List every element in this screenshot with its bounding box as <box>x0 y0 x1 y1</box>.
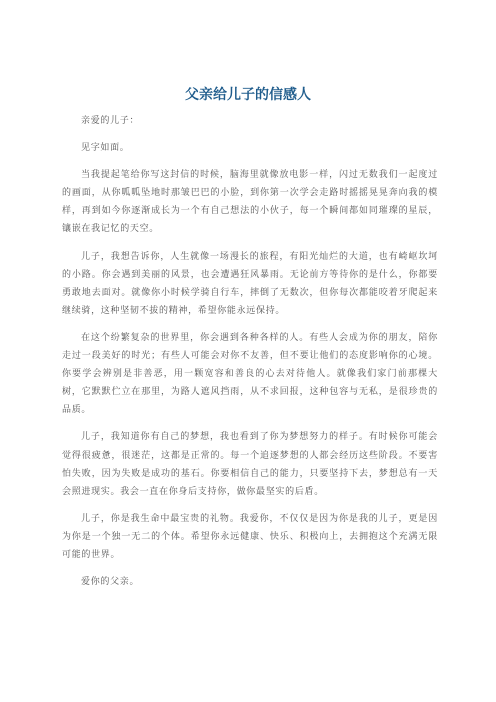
letter-paragraph: 当我提起笔给你写这封信的时候，脑海里就像放电影一样，闪过无数我们一起度过的画面，从你呱呱坠地时那皱巴巴的小脸，到你第一次学会走路时摇摇晃晃奔向我的模样，再到如今你逐渐成长为一个有自己想法的小伙子，每一个瞬间都如同璀璨的星辰，镶嵌在我记忆的天空。 <box>62 170 438 235</box>
letter-paragraph: 儿子，我知道你有自己的梦想，我也看到了你为梦想努力的样子。有时候你可能会觉得很疲惫，很迷茫，这都是正常的。每一个追逐梦想的人都会经历这些阶段。不要害怕失败，因为失败是成功的基石。你要相信自己的能力，只要坚持下去，梦想总有一天会照进现实。我会一直在你身后支持你，做你最坚实的后盾。 <box>62 432 438 497</box>
letter-paragraph: 儿子，你是我生命中最宝贵的礼物。我爱你，不仅仅是因为你是我的儿子，更是因为你是一个独一无二的个体。希望你永远健康、快乐、积极向上，去拥抱这个充满无限可能的世界。 <box>62 513 438 560</box>
letter-signature: 爱你的父亲。 <box>81 577 140 588</box>
letter-paragraph: 儿子，我想告诉你，人生就像一场漫长的旅程，有阳光灿烂的大道，也有崎岖坎坷的小路。你会遇到美丽的风景，也会遭遇狂风暴雨。无论前方等待你的是什么，你都要勇敢地去面对。就像你小时候学骑自行车，摔倒了无数次，但你每次都能咬着牙爬起来继续骑，这种坚韧不拔的精神，希望你能永远保持。 <box>62 251 438 316</box>
letter-paragraph: 在这个纷繁复杂的世界里，你会遇到各种各样的人。有些人会成为你的朋友，陪你走过一段美好的时光；有些人可能会对你不友善，但不要让他们的态度影响你的心境。你要学会辨别是非善恶，用一颗宽容和善良的心去对待他人。就像我们家门前那棵大树，它默默伫立在那里，为路人遮风挡雨，从不求回报，这种包容与无私，是很珍贵的品质。 <box>62 332 438 416</box>
letter-greeting: 亲爱的儿子： <box>81 116 140 126</box>
letter-body <box>62 112 438 600</box>
letter-opening: 见字如面。 <box>81 143 130 154</box>
document-title: 父亲给儿子的信感人 <box>185 87 311 103</box>
